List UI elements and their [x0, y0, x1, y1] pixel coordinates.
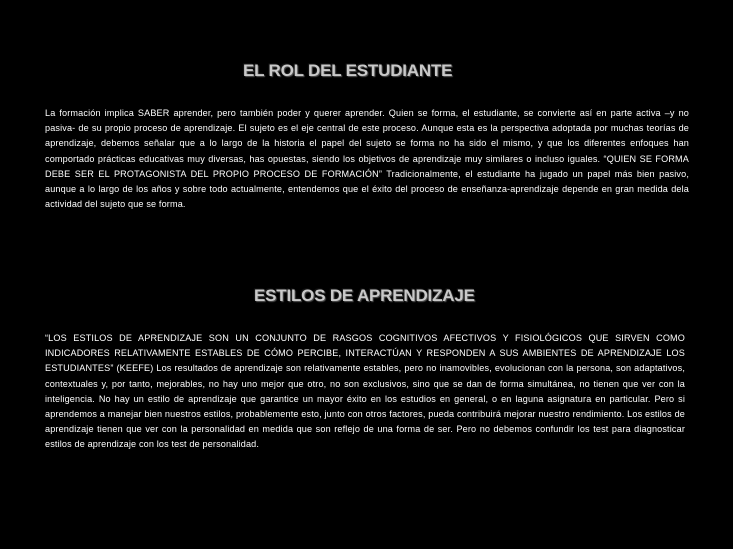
section-body-rol-estudiante: La formación implica SABER aprender, pero también poder y querer aprender. Quien se forma, el estudiante, se convierte así en parte activa –y no pasiva- de su propio proceso de aprendizaje. El sujeto es el eje central de este proceso. Aunque esta es la perspectiva adoptada por muchas teorías de aprendizaje, debemos señalar que a lo largo de la historia el papel del sujeto se forma no ha sido el mismo, y que los diferentes enfoques han comportado prácticas educativas muy diversas, has opuestas, siendo los objetivos de aprendizaje muy similares o incluso iguales. “QUIEN SE FORMA DEBE SER EL PROTAGONISTA DEL PROPIO PROCESO DE FORMACIÓN” Tradicionalmente, el estudiante ha jugado un papel más bien pasivo, aunque a lo largo de los años y sobre todo actualmente, entendemos que el éxito del proceso de enseñanza-aprendizaje depende en gran medida dela actividad del sujeto que se forma. — [45, 108, 689, 210]
section-title-rol-estudiante: EL ROL DEL ESTUDIANTE — [243, 61, 453, 80]
section-title-estilos-aprendizaje: ESTILOS DE APRENDIZAJE — [254, 286, 475, 305]
section-body-estilos-aprendizaje: “LOS ESTILOS DE APRENDIZAJE SON UN CONJUNTO DE RASGOS COGNITIVOS AFECTIVOS Y FISIOLÓGICOS QUE SIRVEN COMO INDICADORES RELATIVAMENTE ESTABLES DE CÓMO PERCIBE, INTERACTÚAN Y RESPONDEN A SUS AMBIENTES DE APRENDIZAJE LOS ESTUDIANTES” (KEEFE) Los resultados de aprendizaje son relativamente estables, pero no inamovibles, evolucionan con la persona, son adaptativos, contextuales y, por tanto, mejorables, no hay uno mejor que otro, no son exclusivos, sino que se dan de forma simultánea, no tienen que ver con la inteligencia. No hay un estilo de aprendizaje que garantice un mayor éxito en los estudios en general, o en laguna asignatura en particular. Pero si aprendemos a manejar bien nuestros estilos, probablemente esto, junto con otros factores, pueda contribuirá mejorar nuestro rendimiento. Los estilos de aprendizaje tienen que ver con la personalidad en medida que son reflejo de una forma de ser. Pero no debemos confundir los test para diagnosticar estilos de aprendizaje con los test de personalidad. — [45, 333, 685, 450]
